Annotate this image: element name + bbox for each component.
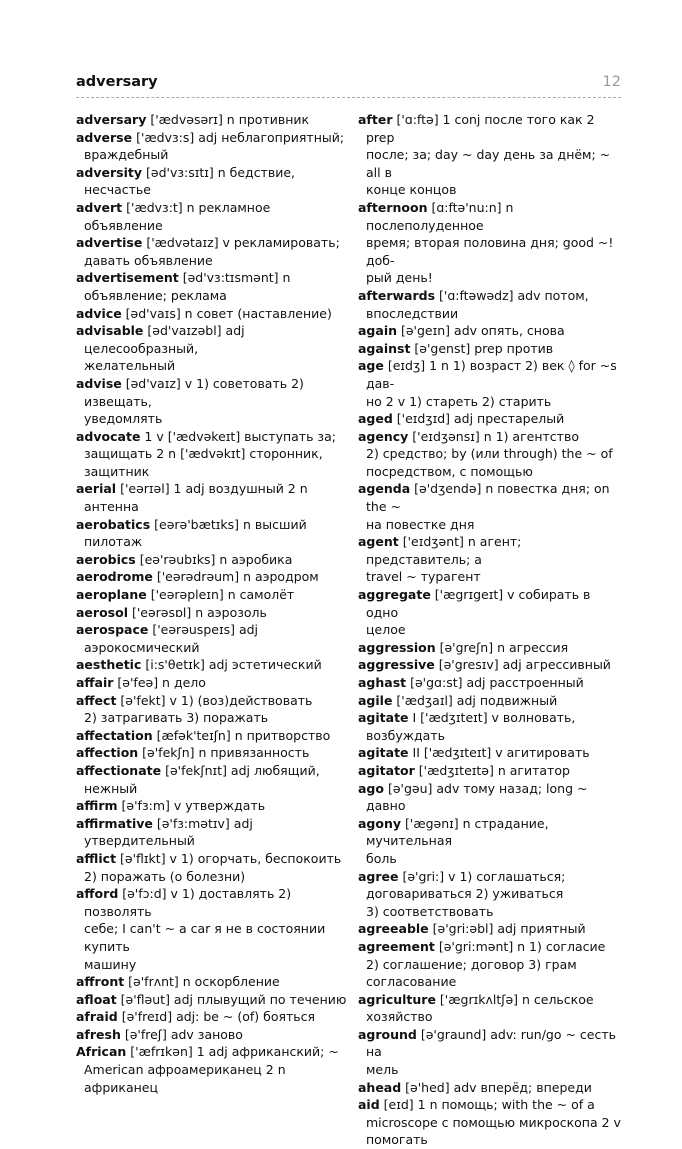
dictionary-entry xyxy=(358,639,624,657)
entry-definition: ['ædvɜ:t] n рекламное объявление xyxy=(84,199,271,233)
headword: afloat xyxy=(76,991,117,1007)
dictionary-entry xyxy=(358,674,624,692)
right-column xyxy=(358,111,624,1149)
entry-definition: [əd'vɜ:tɪsmənt] n объявление; реклама xyxy=(84,270,291,303)
headword: advisable xyxy=(76,323,144,339)
headword: aerospace xyxy=(76,622,149,638)
headword: ago xyxy=(358,780,384,796)
entry-definition: [ə'hed] adv вперёд; впереди xyxy=(401,1079,592,1095)
headword: aeroplane xyxy=(76,587,147,603)
headword: advice xyxy=(76,305,122,321)
entry-definition: ['ædvəsərɪ] n противник xyxy=(146,112,310,127)
headword: advertise xyxy=(76,235,143,251)
dictionary-entry xyxy=(76,815,348,850)
headword: after xyxy=(358,112,393,127)
entry-definition: ['eərədrəum] n аэродром xyxy=(152,569,319,585)
entry-definition: [ə'gəu] adv тому назад; long ~ давно xyxy=(366,780,588,814)
headword: agenda xyxy=(358,481,411,497)
entry-definition: [ɑ:ftə'nu:n] n послеполуденное время; вторая половина дня; good ~! доб- рый день! xyxy=(366,199,614,286)
entry-definition: ['eərɪəl] 1 adj воздушный 2 n антенна xyxy=(84,481,308,515)
dictionary-entry xyxy=(76,234,348,269)
dictionary-entry xyxy=(358,938,624,991)
entry-definition: [æfək'teɪʃn] n притворство xyxy=(152,727,331,743)
entry-definition: [ə'graund] adv: run/go ~ сесть на мель xyxy=(366,1026,617,1078)
dictionary-entry xyxy=(358,1026,624,1079)
dictionary-entry xyxy=(76,885,348,973)
entry-definition: [ə'fləut] adj плывущий по течению xyxy=(116,991,347,1007)
dictionary-entry xyxy=(76,762,348,797)
headword: agony xyxy=(358,815,402,831)
entry-definition: I ['ædʒɪteɪt] v волновать, возбуждать xyxy=(366,710,576,743)
dictionary-entry xyxy=(76,991,348,1009)
entry-definition: [ə'feə] n дело xyxy=(113,675,206,690)
dictionary-entry xyxy=(358,744,624,762)
dictionary-entry xyxy=(76,656,348,674)
entry-definition: II ['ædʒɪteɪt] v агитировать xyxy=(408,745,590,761)
headword: aged xyxy=(358,411,393,427)
headword: affirmative xyxy=(76,815,153,831)
entry-definition: [ə'gri:mənt] n 1) согласие 2) соглашение; договор 3) грам согласование xyxy=(366,938,606,990)
entry-definition: [ə'fɜ:m] v утверждать xyxy=(117,798,266,814)
dictionary-entry xyxy=(358,340,624,358)
headword: agreement xyxy=(358,938,435,954)
dictionary-entry xyxy=(358,533,624,586)
entry-definition: [ə'freɪd] adj: be ~ (of) бояться xyxy=(117,1009,316,1025)
dictionary-entry xyxy=(76,1043,348,1096)
entry-definition: [ə'geɪn] adv опять, снова xyxy=(397,323,565,339)
headword: aerodrome xyxy=(76,569,153,585)
headword: agitator xyxy=(358,762,415,778)
headword: afterwards xyxy=(358,287,436,303)
entry-definition: [ə'fɜ:mətɪv] adj утвердительный xyxy=(84,815,253,849)
entry-definition: [əd'vɜ:sɪtɪ] n бедствие, несчастье xyxy=(84,164,295,198)
dictionary-entry xyxy=(76,428,348,481)
headword: affection xyxy=(76,745,139,761)
dictionary-entry xyxy=(358,586,624,639)
headword: aerosol xyxy=(76,604,128,620)
headword: adversary xyxy=(76,112,147,127)
headword: aesthetic xyxy=(76,657,142,673)
entry-definition: ['ægənɪ] n страдание, мучительная боль xyxy=(366,815,549,866)
entry-definition: [ə'genst] prep против xyxy=(410,340,554,356)
entry-definition: ['eərəpleɪn] n самолёт xyxy=(146,587,295,603)
dictionary-entry xyxy=(76,973,348,991)
headword: affect xyxy=(76,692,117,708)
entry-definition: [ə'gri:əbl] adj приятный xyxy=(428,921,586,937)
headword: aerobatics xyxy=(76,516,151,532)
headword: aggregate xyxy=(358,587,431,603)
dictionary-entry xyxy=(76,727,348,745)
entry-definition: ['eərəuspeɪs] adj аэрокосмический xyxy=(84,622,259,655)
headword: agriculture xyxy=(358,991,436,1007)
dictionary-entry xyxy=(76,586,348,604)
entry-definition: [əd'vaɪz] v 1) советовать 2) извещать, уведомлять xyxy=(84,375,304,427)
dictionary-entry xyxy=(76,797,348,815)
headword: ahead xyxy=(358,1079,402,1095)
header-divider xyxy=(76,97,621,98)
guide-word: adversary xyxy=(76,74,158,90)
dictionary-entry xyxy=(358,357,624,410)
dictionary-entry xyxy=(358,815,624,868)
dictionary-entry xyxy=(358,428,624,481)
dictionary-entry xyxy=(76,568,348,586)
dictionary-entry xyxy=(76,322,348,375)
headword: afflict xyxy=(76,850,117,866)
headword: agree xyxy=(358,868,399,884)
dictionary-entry xyxy=(76,1008,348,1026)
dictionary-entry xyxy=(76,621,348,656)
dictionary-entry xyxy=(358,991,624,1026)
entry-definition: [ə'flɪkt] v 1) огорчать, беспокоить 2) поражать (о болезни) xyxy=(84,850,342,884)
dictionary-entry xyxy=(358,287,624,322)
entry-definition: [ə'fekt] v 1) (воз)действовать 2) затрагивать 3) поражать xyxy=(84,692,313,726)
entry-definition: ['eɪdʒənt] n агент; представитель; a travel ~ турагент xyxy=(366,534,522,585)
headword: adversity xyxy=(76,164,143,180)
headword: agreeable xyxy=(358,921,429,937)
headword: adverse xyxy=(76,129,133,145)
entry-definition: [ə'frʌnt] n оскорбление xyxy=(124,974,280,990)
dictionary-entry xyxy=(358,111,624,199)
headword: afresh xyxy=(76,1026,121,1042)
entry-definition: [eə'rəubɪks] n аэробика xyxy=(135,551,293,567)
headword: affirm xyxy=(76,798,118,814)
entry-definition: [əd'vaɪzəbl] adj целесообразный, желательный xyxy=(84,323,245,374)
entry-definition: ['ægrɪkʌltʃə] n сельское хозяйство xyxy=(366,991,594,1025)
entry-definition: ['eərəsɒl] n аэрозоль xyxy=(127,604,267,620)
headword: advert xyxy=(76,199,123,215)
headword: agitate xyxy=(358,745,409,761)
headword: agency xyxy=(358,428,409,444)
dictionary-entry xyxy=(76,305,348,323)
entry-definition: [eərə'bætɪks] n высший пилотаж xyxy=(84,516,307,550)
headword: aground xyxy=(358,1026,417,1042)
dictionary-entry xyxy=(358,1079,624,1097)
dictionary-entry xyxy=(76,375,348,428)
headword: affectionate xyxy=(76,762,162,778)
headword: age xyxy=(358,358,384,374)
entry-definition: [eɪdʒ] 1 n 1) возраст 2) век ◊ for ~s дав- но 2 v 1) стареть 2) старить xyxy=(366,358,617,409)
dictionary-entry xyxy=(358,656,624,674)
dictionary-entry xyxy=(76,604,348,622)
left-column xyxy=(76,111,348,1096)
dictionary-entry xyxy=(76,269,348,304)
headword: aggressive xyxy=(358,657,435,673)
headword: affront xyxy=(76,974,125,990)
entry-definition: ['eɪdʒənsɪ] n 1) агентство 2) средство; by (или through) the ~ of посредством, с помощью xyxy=(366,428,613,479)
dictionary-entry xyxy=(76,744,348,762)
entry-definition: ['ɑ:ftə] 1 conj после того как 2 prep после; за; day ~ day день за днём; ~ all в конце концов xyxy=(366,112,611,198)
headword: afraid xyxy=(76,1009,118,1025)
entry-definition: [ə'greʃn] n агрессия xyxy=(435,639,569,655)
dictionary-entry xyxy=(358,199,624,287)
entry-definition: [ə'gresɪv] adj агрессивный xyxy=(434,657,611,673)
headword: advertisement xyxy=(76,270,179,286)
headword: again xyxy=(358,323,398,339)
entry-definition: ['ædʒaɪl] adj подвижный xyxy=(392,692,558,708)
entry-definition: [ə'gri:] v 1) соглашаться; договариваться 2) уживаться 3) соответствовать xyxy=(366,868,566,919)
entry-definition: ['æfrɪkən] 1 adj африканский; ~ American афроамериканец 2 n африканец xyxy=(84,1044,339,1095)
headword: advocate xyxy=(76,428,141,444)
headword: affectation xyxy=(76,727,153,743)
headword: agile xyxy=(358,692,393,708)
entry-definition: ['eɪdʒɪd] adj престарелый xyxy=(392,411,565,427)
dictionary-entry xyxy=(76,1026,348,1044)
headword: aghast xyxy=(358,675,407,690)
entry-definition: ['ædvɜ:s] adj неблагоприятный; враждебный xyxy=(84,129,345,163)
dictionary-entry xyxy=(76,692,348,727)
dictionary-entry xyxy=(76,674,348,692)
dictionary-entry xyxy=(358,322,624,340)
dictionary-entry xyxy=(76,551,348,569)
dictionary-entry xyxy=(358,1096,624,1149)
dictionary-entry xyxy=(76,111,348,129)
entry-definition: [eɪd] 1 n помощь; with the ~ of a microscope с помощью микроскопа 2 v помогать xyxy=(366,1097,621,1148)
page-number: 12 xyxy=(602,74,621,90)
entry-definition: ['ɑ:ftəwədz] adv потом, впоследствии xyxy=(366,287,589,321)
entry-definition: 1 v ['ædvəkeɪt] выступать за; защищать 2 n ['ædvəkɪt] сторонник, защитник xyxy=(84,428,336,479)
dictionary-entry xyxy=(76,164,348,199)
headword: agent xyxy=(358,534,399,550)
entry-definition: [i:s'θetɪk] adj эстетический xyxy=(141,657,322,673)
dictionary-entry xyxy=(76,516,348,551)
dictionary-entry xyxy=(358,692,624,710)
headword: aerobics xyxy=(76,551,136,567)
headword: aerial xyxy=(76,481,117,497)
dictionary-entry xyxy=(358,762,624,780)
dictionary-entry xyxy=(358,410,624,428)
entry-definition: ['ædvətaɪz] v рекламировать; давать объявление xyxy=(84,235,340,268)
headword: affair xyxy=(76,675,114,690)
page-header xyxy=(76,74,621,96)
entry-definition: [ə'fɔ:d] v 1) доставлять 2) позволять себе; I can't ~ a car я не в состоянии купить машину xyxy=(84,886,326,972)
dictionary-entry xyxy=(358,780,624,815)
entry-definition: [ə'freʃ] adv заново xyxy=(120,1026,243,1042)
dictionary-entry xyxy=(358,709,624,744)
dictionary-entry xyxy=(76,480,348,515)
entry-definition: [ə'fekʃnɪt] adj любящий, нежный xyxy=(84,762,320,796)
dictionary-entry xyxy=(76,850,348,885)
dictionary-entry xyxy=(358,920,624,938)
headword: African xyxy=(76,1044,127,1060)
dictionary-entry xyxy=(76,129,348,164)
headword: against xyxy=(358,340,411,356)
headword: agitate xyxy=(358,710,409,726)
headword: aggression xyxy=(358,639,436,655)
headword: afford xyxy=(76,886,119,902)
headword: advise xyxy=(76,375,122,391)
headword: afternoon xyxy=(358,199,428,215)
headword: aid xyxy=(358,1097,380,1113)
entry-definition: ['ægrɪgeɪt] v собирать в одно целое xyxy=(366,587,591,638)
entry-definition: [əd'vaɪs] n совет (наставление) xyxy=(121,305,332,321)
entry-definition: [ə'gɑ:st] adj расстроенный xyxy=(406,675,584,690)
entry-definition: ['ædʒɪteɪtə] n агитатор xyxy=(414,762,570,778)
dictionary-entry xyxy=(76,199,348,234)
entry-definition: [ə'fekʃn] n привязанность xyxy=(138,745,310,761)
dictionary-entry xyxy=(358,868,624,921)
entry-definition: [ə'dʒendə] n повестка дня; on the ~ на повестке дня xyxy=(366,481,610,532)
dictionary-entry xyxy=(358,480,624,533)
